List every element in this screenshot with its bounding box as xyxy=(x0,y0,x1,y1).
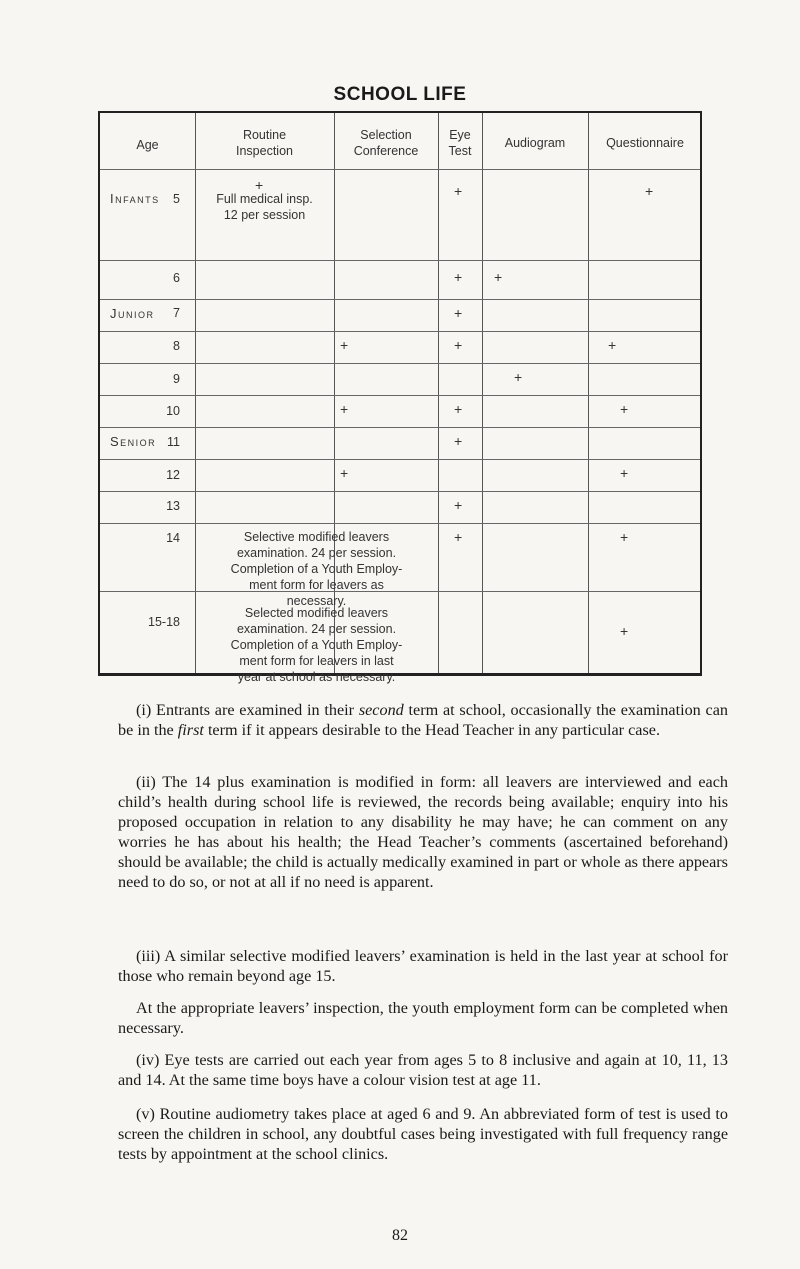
page-number: 82 xyxy=(392,1227,408,1244)
note-14-line2: examination. 24 per session. xyxy=(236,546,397,560)
plus-mark: + xyxy=(620,401,629,417)
plus-mark: + xyxy=(340,337,349,353)
note-15-18-line3: Completion of a Youth Employ- xyxy=(230,638,403,652)
plus-mark: + xyxy=(454,183,463,199)
note-15-18-line4: ment form for leavers in last xyxy=(239,654,394,668)
paragraph-v-text: (v) Routine audiometry takes place at aged 6 and 9. An abbreviated form of test is used to screen the children in school, any doubtful cases being investigated with full frequency range tests by appointment at the school clinics. xyxy=(118,1105,728,1163)
note-15-18-line2: examination. 24 per session. xyxy=(236,622,397,636)
plus-mark: + xyxy=(454,497,463,513)
age-9: 9 xyxy=(173,372,180,386)
infants-note-line1: Full medical insp. xyxy=(216,192,313,206)
paragraph-i-emphasis-second: second xyxy=(358,701,404,719)
note-14-line5: necessary. xyxy=(286,594,347,608)
plus-mark: + xyxy=(454,529,463,545)
row-divider xyxy=(100,331,700,332)
plus-mark: + xyxy=(454,305,463,321)
paragraph-leavers-text: At the appropriate leavers’ inspection, the youth employment form can be completed when necessary. xyxy=(118,999,728,1037)
age-8: 8 xyxy=(173,339,180,353)
age-15-18: 15-18 xyxy=(148,615,180,629)
age-14: 14 xyxy=(166,531,180,545)
plus-mark: + xyxy=(620,529,629,545)
header-age: Age xyxy=(136,138,159,152)
group-senior: Senior xyxy=(110,434,157,449)
plus-mark: + xyxy=(454,401,463,417)
plus-mark: + xyxy=(340,401,349,417)
schedule-table xyxy=(98,111,702,684)
paragraph-leavers xyxy=(118,998,728,1038)
paragraph-i xyxy=(118,700,728,740)
row-divider xyxy=(100,395,700,396)
group-infants: Infants xyxy=(110,191,160,206)
plus-mark: + xyxy=(454,433,463,449)
row-divider xyxy=(100,491,700,492)
paragraph-iii xyxy=(118,946,728,986)
header-selection-line2: Conference xyxy=(353,144,419,158)
row-divider xyxy=(100,169,700,170)
row-divider xyxy=(100,260,700,261)
header-selection-line1: Selection xyxy=(360,128,412,142)
plus-mark: + xyxy=(494,269,503,285)
paragraph-i-text-a: (i) Entrants are examined in their xyxy=(136,701,359,719)
header-eye-line2: Test xyxy=(448,144,472,158)
header-routine-line2: Inspection xyxy=(236,144,293,158)
column-divider xyxy=(438,113,439,673)
note-15-18-line5: year at school as necessary. xyxy=(237,670,396,684)
plus-mark: + xyxy=(608,337,617,353)
column-divider xyxy=(482,113,483,673)
plus-mark: + xyxy=(620,623,629,639)
header-eye-line1: Eye xyxy=(449,128,471,142)
paragraph-iv-text: (iv) Eye tests are carried out each year from ages 5 to 8 inclusive and again at 10, 11, 13 and 14. At the same time boys have a colour vision test at age 11. xyxy=(118,1051,728,1089)
paragraph-iv xyxy=(118,1050,728,1090)
plus-mark: + xyxy=(255,177,264,193)
header-questionnaire: Questionnaire xyxy=(606,136,684,150)
header-routine-line1: Routine xyxy=(242,128,287,142)
page-title: SCHOOL LIFE xyxy=(333,84,467,105)
row-divider xyxy=(100,459,700,460)
note-15-18-line1: Selected modified leavers xyxy=(244,606,389,620)
paragraph-iii-text: (iii) A similar selective modified leavers’ examination is held in the last year at school for those who remain beyond age 15. xyxy=(118,947,728,985)
header-eye-test xyxy=(438,127,482,159)
note-15-18 xyxy=(195,605,438,685)
age-6: 6 xyxy=(173,271,180,285)
infants-note xyxy=(195,191,334,223)
column-divider xyxy=(588,113,589,673)
note-14-line1: Selective modified leavers xyxy=(243,530,390,544)
paragraph-i-emphasis-first: first xyxy=(177,721,204,739)
infants-note-line2: 12 per session xyxy=(223,208,306,222)
group-junior: Junior xyxy=(110,306,155,321)
header-audiogram: Audiogram xyxy=(504,136,566,150)
plus-mark: + xyxy=(454,337,463,353)
note-14 xyxy=(195,529,438,609)
age-7: 7 xyxy=(173,306,180,320)
paragraph-ii xyxy=(118,772,728,892)
paragraph-v xyxy=(118,1104,728,1164)
note-14-line4: ment form for leavers as xyxy=(249,578,384,592)
paragraph-ii-text: (ii) The 14 plus examination is modified in form: all leavers are interviewed and each child’s health during school life is reviewed, the records being available; enquiry into his proposed occupation in relation to any disability he may have; he can comment on any worries he has about his health; the Head Teacher’s comments (ascertained beforehand) should be available; the child is actually medically examined in part or whole as there appears need to do so, or not at all if no need is apparent. xyxy=(118,773,728,891)
header-selection-conference xyxy=(334,127,438,159)
paragraph-i-text-c: term if it appears desirable to the Head Teacher in any particular case. xyxy=(203,721,660,739)
age-10: 10 xyxy=(166,404,180,418)
row-divider xyxy=(100,299,700,300)
plus-mark: + xyxy=(620,465,629,481)
note-14-line3: Completion of a Youth Employ- xyxy=(230,562,403,576)
age-5: 5 xyxy=(173,192,180,206)
age-12: 12 xyxy=(166,468,180,482)
age-11: 11 xyxy=(167,435,180,449)
row-divider xyxy=(100,427,700,428)
plus-mark: + xyxy=(645,183,654,199)
row-divider xyxy=(100,363,700,364)
paragraph-i-text-b: term at school, occasionally the examination can be in the xyxy=(118,701,728,739)
header-routine-inspection xyxy=(195,127,334,159)
row-divider xyxy=(100,523,700,524)
plus-mark: + xyxy=(454,269,463,285)
age-13: 13 xyxy=(166,499,180,513)
plus-mark: + xyxy=(514,369,523,385)
plus-mark: + xyxy=(340,465,349,481)
